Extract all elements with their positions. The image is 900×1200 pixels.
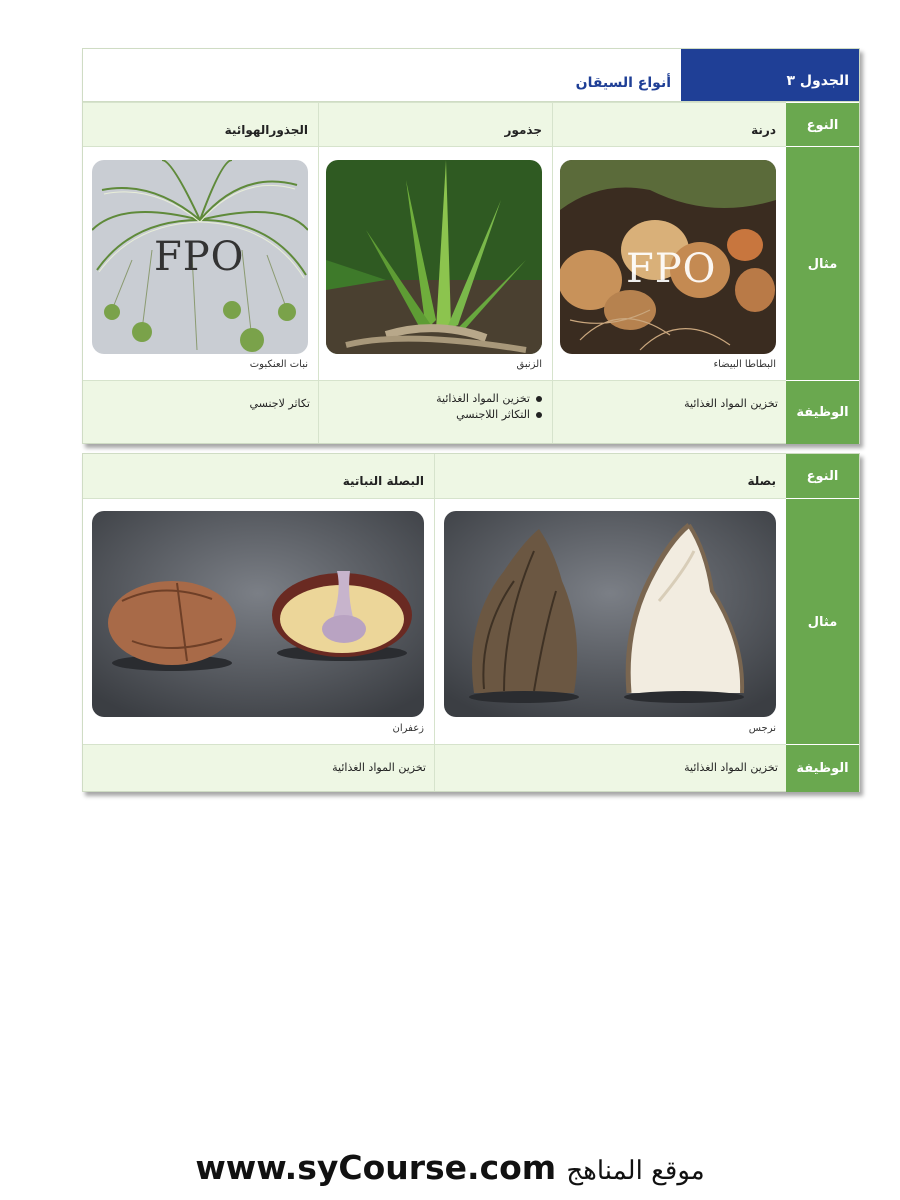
example-cell-tuber [552, 146, 786, 380]
row-label-type: النوع [786, 454, 859, 498]
crocus-corm-photo [92, 511, 424, 717]
iris-photo [326, 160, 542, 354]
row-label-example: مثال [786, 146, 859, 381]
caption-crocus: زعفران [392, 723, 424, 734]
type-tuber: درنة [552, 102, 786, 146]
fpo-placeholder-label: FPO [626, 246, 717, 292]
function-list [319, 391, 544, 423]
narcissus-bulb-photo [444, 511, 776, 717]
potato-photo [560, 160, 776, 354]
caption-iris: الزنبق [516, 359, 542, 370]
type-rhizome: جذمور [318, 102, 552, 146]
caption-spider-plant: نبات العنكبوت [249, 359, 308, 370]
row-label-function: الوظيفة [786, 744, 859, 792]
spider-plant-photo [92, 160, 308, 354]
example-cell-rhizome [318, 146, 552, 380]
bulb-types-table [82, 453, 860, 792]
type-corm: البصلة النباتية [83, 454, 434, 498]
type-bulb: بصلة [434, 454, 786, 498]
row-label-example: مثال [786, 498, 859, 745]
site-name: موقع المناهج [566, 1156, 705, 1186]
function-bulb [434, 744, 786, 791]
site-url: www.syCourse.com [195, 1148, 557, 1187]
row-label-type: النوع [786, 102, 859, 147]
function-aerial [83, 380, 318, 443]
stem-types-table [82, 48, 860, 444]
caption-white-potato: البطاطا البيضاء [713, 359, 776, 370]
caption-narcissus: نرجس [748, 723, 776, 734]
type-aerial-roots: الجذورالهوائية [83, 102, 318, 146]
fpo-placeholder-label: FPO [154, 234, 245, 280]
example-cell-corm [83, 498, 434, 744]
function-text: تخزين المواد الغذائية [684, 397, 778, 410]
function-tuber [552, 380, 786, 443]
list-item: التكاثر اللاجنسي [319, 407, 544, 423]
table-title: أنواع السيقان [575, 75, 671, 91]
function-text: تخزين المواد الغذائية [684, 761, 778, 774]
function-text: تخزين المواد الغذائية [332, 761, 426, 774]
footer-watermark [0, 1148, 900, 1187]
example-cell-bulb [434, 498, 786, 744]
row-label-function: الوظيفة [786, 380, 859, 444]
function-text: تكاثر لاجنسي [249, 397, 310, 410]
function-rhizome [318, 380, 552, 443]
table-number-label: الجدول ٣ [681, 49, 859, 101]
function-corm [83, 744, 434, 791]
list-item: تخزين المواد الغذائية [319, 391, 544, 407]
example-cell-aerial [83, 146, 318, 380]
